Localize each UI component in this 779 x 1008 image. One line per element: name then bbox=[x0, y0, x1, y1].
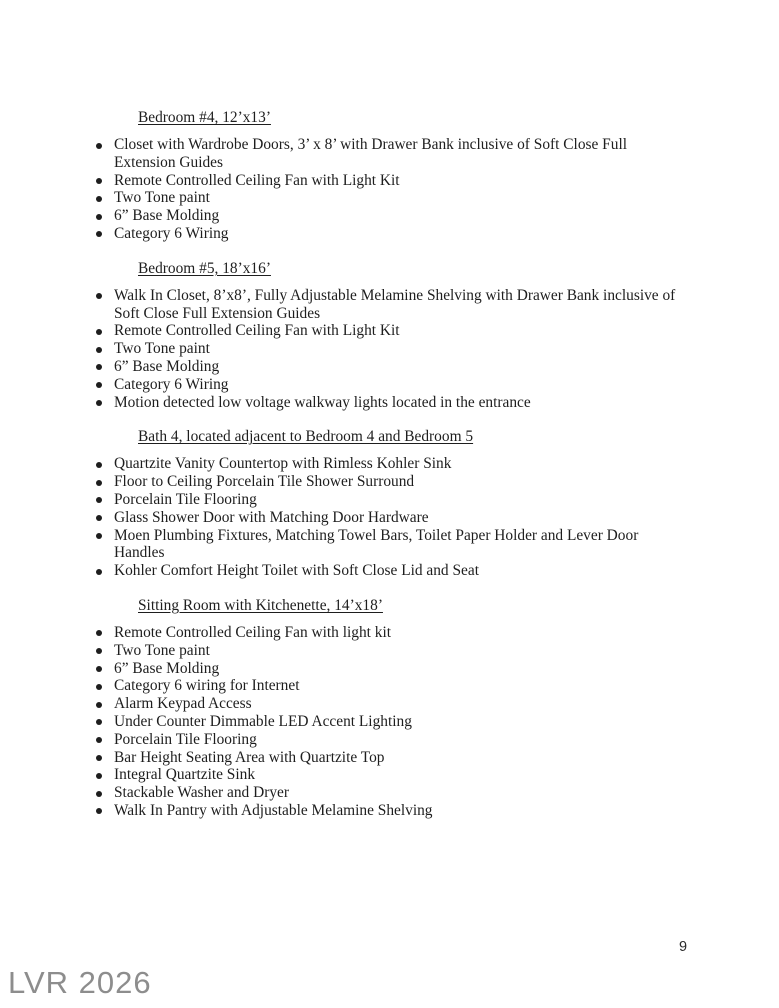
feature-item: Under Counter Dimmable LED Accent Lighting bbox=[114, 713, 680, 731]
feature-item: Category 6 Wiring bbox=[114, 376, 680, 394]
feature-item: Remote Controlled Ceiling Fan with light kit bbox=[114, 624, 680, 642]
feature-item: Remote Controlled Ceiling Fan with Light Kit bbox=[114, 172, 680, 190]
section-heading: Sitting Room with Kitchenette, 14’x18’ bbox=[138, 596, 383, 614]
feature-item: Bar Height Seating Area with Quartzite Top bbox=[114, 749, 680, 767]
feature-item: Floor to Ceiling Porcelain Tile Shower Surround bbox=[114, 473, 680, 491]
feature-item: Two Tone paint bbox=[114, 189, 680, 207]
feature-item: Glass Shower Door with Matching Door Hardware bbox=[114, 509, 680, 527]
feature-item: 6” Base Molding bbox=[114, 660, 680, 678]
feature-item: Quartzite Vanity Countertop with Rimless Kohler Sink bbox=[114, 455, 680, 473]
feature-item: Alarm Keypad Access bbox=[114, 695, 680, 713]
feature-item: Kohler Comfort Height Toilet with Soft Close Lid and Seat bbox=[114, 562, 680, 580]
lvr-watermark: LVR 2026 bbox=[8, 965, 152, 1000]
feature-section bbox=[114, 260, 680, 412]
feature-item: Remote Controlled Ceiling Fan with Light Kit bbox=[114, 322, 680, 340]
feature-section bbox=[114, 109, 680, 243]
feature-item: Two Tone paint bbox=[114, 642, 680, 660]
feature-item: Integral Quartzite Sink bbox=[114, 766, 680, 784]
feature-item: Stackable Washer and Dryer bbox=[114, 784, 680, 802]
feature-item: Walk In Pantry with Adjustable Melamine Shelving bbox=[114, 802, 680, 820]
feature-item: Two Tone paint bbox=[114, 340, 680, 358]
feature-list bbox=[114, 287, 680, 412]
section-heading: Bedroom #5, 18’x16’ bbox=[138, 259, 271, 277]
feature-item: Category 6 wiring for Internet bbox=[114, 677, 680, 695]
section-heading: Bedroom #4, 12’x13’ bbox=[138, 109, 271, 126]
feature-list bbox=[114, 624, 680, 820]
feature-item: Motion detected low voltage walkway lights located in the entrance bbox=[114, 394, 680, 412]
section-heading: Bath 4, located adjacent to Bedroom 4 and Bedroom 5 bbox=[138, 428, 474, 446]
page-number: 9 bbox=[679, 939, 688, 955]
feature-sections bbox=[114, 109, 680, 837]
feature-item: Porcelain Tile Flooring bbox=[114, 731, 680, 749]
feature-list bbox=[114, 136, 680, 243]
feature-item: 6” Base Molding bbox=[114, 358, 680, 376]
feature-item: Category 6 Wiring bbox=[114, 225, 680, 243]
feature-item: Walk In Closet, 8’x8’, Fully Adjustable Melamine Shelving with Drawer Bank inclusive of Soft Close Full Extension Guides bbox=[114, 287, 680, 323]
feature-section bbox=[114, 597, 680, 820]
feature-section bbox=[114, 428, 680, 580]
feature-item: Porcelain Tile Flooring bbox=[114, 491, 680, 509]
feature-item: Moen Plumbing Fixtures, Matching Towel Bars, Toilet Paper Holder and Lever Door Handles bbox=[114, 527, 680, 563]
feature-item: Closet with Wardrobe Doors, 3’ x 8’ with Drawer Bank inclusive of Soft Close Full Extension Guides bbox=[114, 136, 680, 172]
feature-item: 6” Base Molding bbox=[114, 207, 680, 225]
feature-list bbox=[114, 455, 680, 580]
